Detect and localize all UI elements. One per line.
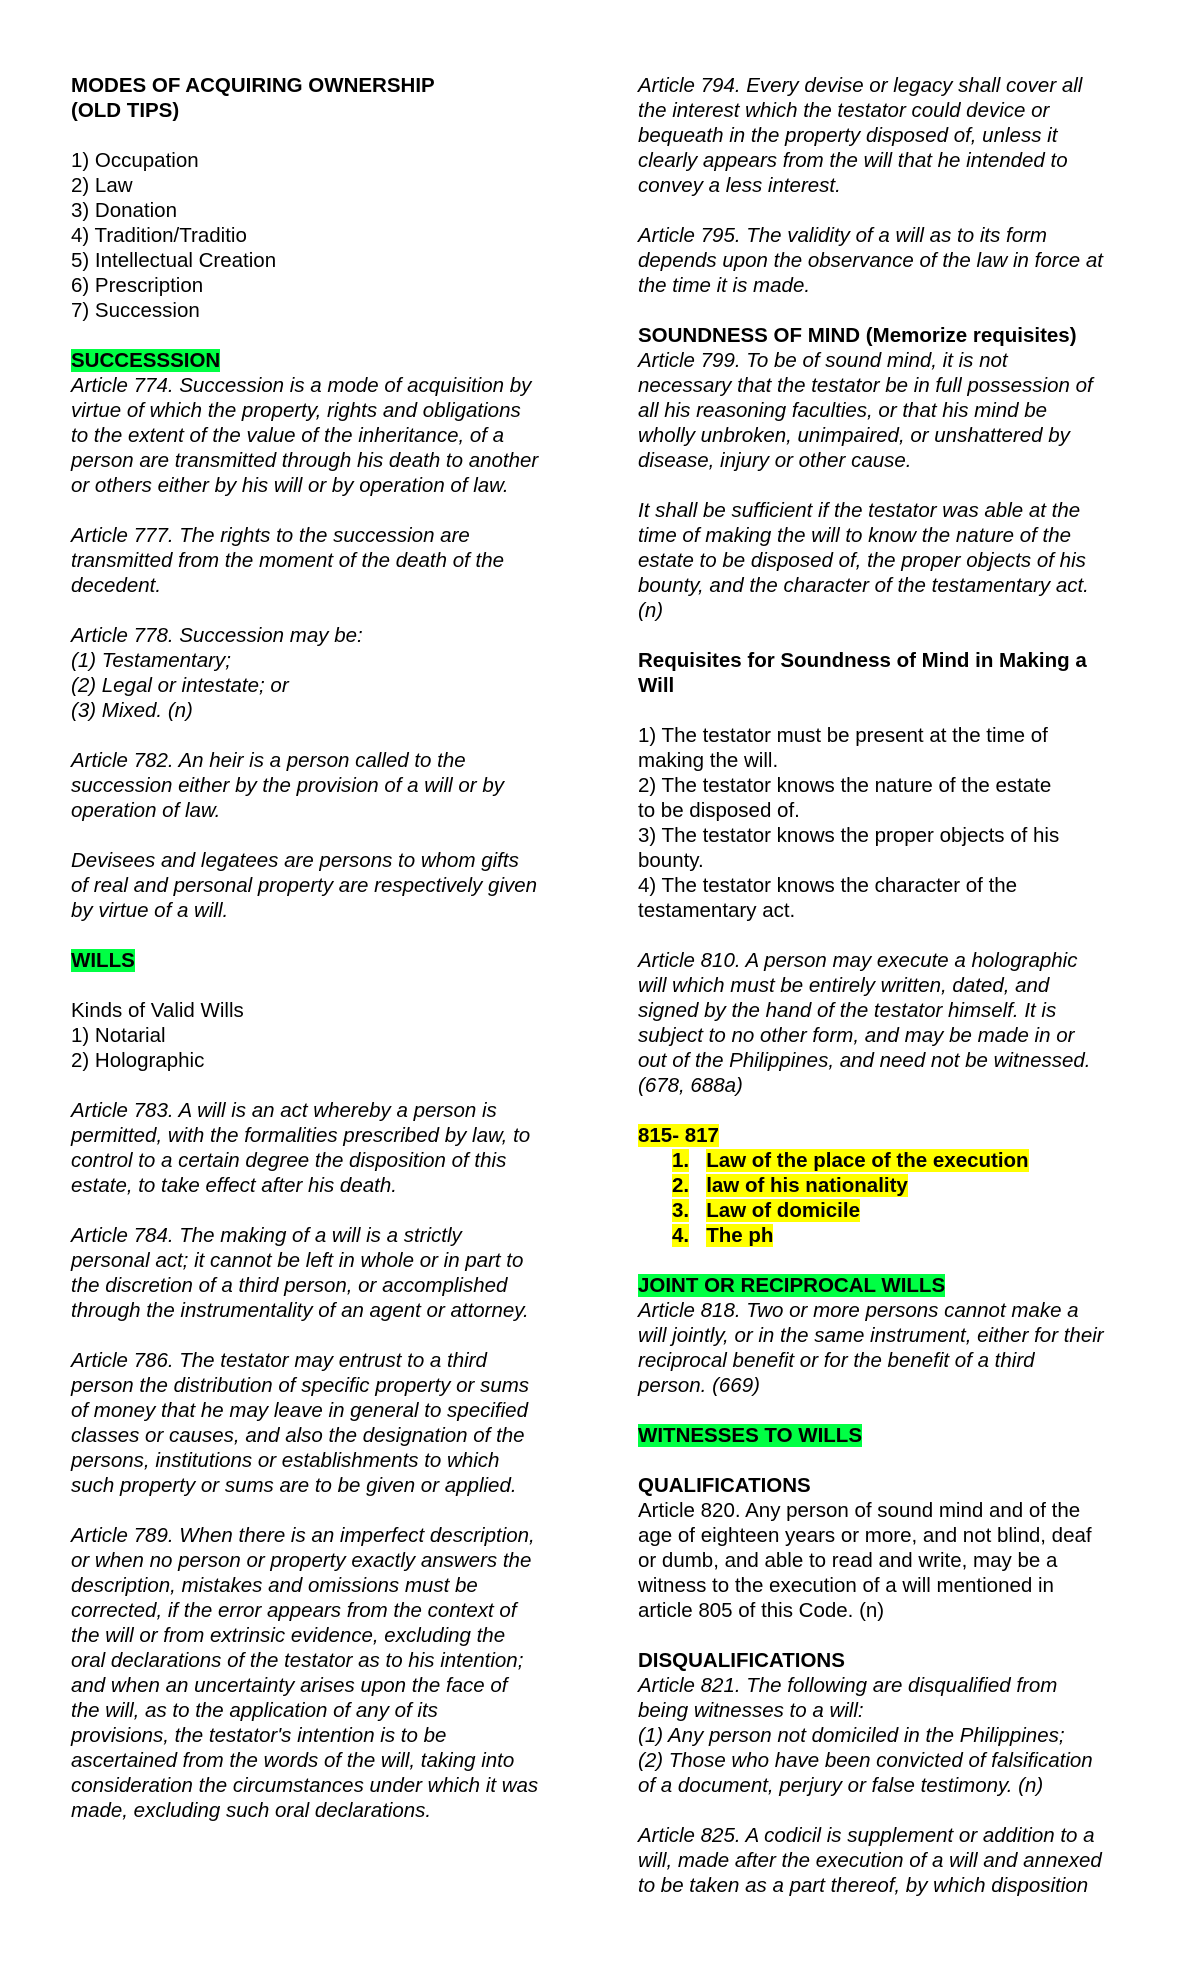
article-778: [71, 623, 591, 723]
section-heading-soundness: SOUNDNESS OF MIND (Memorize requisites): [638, 324, 1077, 347]
article-line: Article 799. To be of sound mind, it is not: [638, 349, 1008, 372]
article-line: the discretion of a third person, or accomplished: [71, 1274, 508, 1297]
article-line: person. (669): [638, 1374, 760, 1397]
article-line: made, excluding such oral declarations.: [71, 1799, 432, 1822]
article-line: corrected, if the error appears from the context of: [71, 1599, 517, 1622]
list-item: 1) Notarial: [71, 1024, 166, 1047]
sufficient-paragraph: [638, 498, 1138, 623]
section-heading-wills: WILLS: [71, 949, 135, 972]
joint-wills-section: [638, 1273, 1138, 1398]
article-line: (3) Mixed. (n): [71, 699, 193, 722]
article-789: [71, 1523, 591, 1823]
article-line: article 805 of this Code. (n): [638, 1599, 885, 1622]
section-heading-succession: SUCCESSSION: [71, 349, 221, 372]
article-line: the interest which the testator could device or: [638, 99, 1050, 122]
article-line: estate, to take effect after his death.: [71, 1174, 397, 1197]
list-item: [638, 1148, 1138, 1173]
article-line: classes or causes, and also the designation of the: [71, 1424, 525, 1447]
article-825: [638, 1823, 1138, 1898]
article-line: succession either by the provision of a will or by: [71, 774, 504, 797]
article-line: (1) Any person not domiciled in the Philippines;: [638, 1724, 1065, 1747]
article-line: provisions, the testator's intention is to be: [71, 1724, 447, 1747]
article-line: and when an uncertainty arises upon the face of: [71, 1674, 508, 1697]
article-line: signed by the hand of the testator himself. It is: [638, 999, 1057, 1022]
article-line: out of the Philippines, and need not be witnessed.: [638, 1049, 1091, 1072]
article-line: persons, institutions or establishments to which: [71, 1449, 500, 1472]
article-line: depends upon the observance of the law in force at: [638, 249, 1103, 272]
article-line: subject to no other form, and may be made in or: [638, 1024, 1075, 1047]
list-text: law of his nationality: [706, 1174, 908, 1197]
article-line: oral declarations of the testator as to his intention;: [71, 1649, 524, 1672]
article-line: (n): [638, 599, 664, 622]
article-line: or others either by his will or by operation of law.: [71, 474, 509, 497]
article-line: It shall be sufficient if the testator was able at the: [638, 499, 1081, 522]
article-line: witness to the execution of a will mentioned in: [638, 1574, 1054, 1597]
soundness-section: [638, 323, 1138, 473]
article-line: control to a certain degree the disposition of this: [71, 1149, 507, 1172]
list-text: Law of the place of the execution: [706, 1149, 1029, 1172]
article-line: will, made after the execution of a will and annexed: [638, 1849, 1102, 1872]
article-795: [638, 223, 1138, 298]
section-heading-joint-wills: JOINT OR RECIPROCAL WILLS: [638, 1274, 946, 1297]
article-line: estate to be disposed of, the proper objects of his: [638, 549, 1086, 572]
article-line: to be taken as a part thereof, by which disposition: [638, 1874, 1089, 1897]
article-786: [71, 1348, 591, 1498]
list-item: 3) The testator knows the proper objects of his: [638, 824, 1060, 847]
qualifications-section: [638, 1473, 1138, 1623]
article-line: decedent.: [71, 574, 162, 597]
articles-815-817: [638, 1123, 1138, 1248]
heading-line: Will: [638, 674, 675, 697]
list-item: Kinds of Valid Wills: [71, 999, 244, 1022]
doc-title-line: MODES OF ACQUIRING OWNERSHIP: [71, 74, 435, 97]
article-782: [71, 748, 591, 823]
article-line: all his reasoning faculties, or that his mind be: [638, 399, 1048, 422]
article-line: will jointly, or in the same instrument, either for their: [638, 1324, 1104, 1347]
article-line: Article 818. Two or more persons cannot make a: [638, 1299, 1079, 1322]
article-line: (1) Testamentary;: [71, 649, 231, 672]
list-item: 3) Donation: [71, 199, 177, 222]
article-line: of real and personal property are respectively given: [71, 874, 538, 897]
list-item: bounty.: [638, 849, 704, 872]
list-text: Law of domicile: [706, 1199, 860, 1222]
heading-disqualifications: DISQUALIFICATIONS: [638, 1649, 845, 1672]
left-column: [71, 73, 591, 1848]
article-line: will which must be entirely written, dated, and: [638, 974, 1050, 997]
section-heading-witnesses: WITNESSES TO WILLS: [638, 1424, 862, 1447]
article-line: Article 784. The making of a will is a strictly: [71, 1224, 462, 1247]
article-line: bequeath in the property disposed of, unless it: [638, 124, 1058, 147]
list-item: 1) The testator must be present at the time of: [638, 724, 1048, 747]
article-line: through the instrumentality of an agent or attorney.: [71, 1299, 529, 1322]
article-line: disease, injury or other cause.: [638, 449, 912, 472]
article-line: (2) Those who have been convicted of falsification: [638, 1749, 1093, 1772]
article-777: [71, 523, 591, 598]
list-item: 2) Holographic: [71, 1049, 205, 1072]
article-line: or dumb, and able to read and write, may be a: [638, 1549, 1058, 1572]
list-item: 1) Occupation: [71, 149, 199, 172]
article-line: of a document, perjury or false testimony. (n): [638, 1774, 1044, 1797]
article-line: to the extent of the value of the inheritance, of a: [71, 424, 505, 447]
article-line: Article 820. Any person of sound mind and of the: [638, 1499, 1081, 1522]
article-line: consideration the circumstances under which it was: [71, 1774, 539, 1797]
article-line: Article 821. The following are disqualified from: [638, 1674, 1058, 1697]
article-line: Article 825. A codicil is supplement or addition to a: [638, 1824, 1095, 1847]
requisites-list: [638, 723, 1138, 923]
article-line: (678, 688a): [638, 1074, 743, 1097]
article-794: [638, 73, 1138, 198]
article-line: time of making the will to know the nature of the: [638, 524, 1072, 547]
article-line: Article 786. The testator may entrust to a third: [71, 1349, 487, 1372]
article-line: Article 778. Succession may be:: [71, 624, 363, 647]
wills-heading-block: [71, 948, 591, 973]
article-line: wholly unbroken, unimpaired, or unshattered by: [638, 424, 1070, 447]
article-line: age of eighteen years or more, and not blind, deaf: [638, 1524, 1092, 1547]
doc-title: [71, 73, 591, 123]
article-line: personal act; it cannot be left in whole or in part to: [71, 1249, 524, 1272]
article-line: person the distribution of specific property or sums: [71, 1374, 530, 1397]
article-line: Article 810. A person may execute a holographic: [638, 949, 1078, 972]
article-line: Article 777. The rights to the succession are: [71, 524, 470, 547]
devisees-paragraph: [71, 848, 591, 923]
article-line: of money that he may leave in general to specified: [71, 1399, 528, 1422]
article-line: operation of law.: [71, 799, 221, 822]
list-item: 5) Intellectual Creation: [71, 249, 277, 272]
list-item: to be disposed of.: [638, 799, 800, 822]
disqualifications-section: [638, 1648, 1138, 1798]
kinds-of-wills: [71, 998, 591, 1073]
list-item: 4) Tradition/Traditio: [71, 224, 247, 247]
article-line: Article 795. The validity of a will as to its form: [638, 224, 1048, 247]
article-line: person are transmitted through his death to another: [71, 449, 539, 472]
article-line: virtue of which the property, rights and obligations: [71, 399, 521, 422]
heading-qualifications: QUALIFICATIONS: [638, 1474, 811, 1497]
list-item: 7) Succession: [71, 299, 200, 322]
article-line: convey a less interest.: [638, 174, 841, 197]
list-item: 2) Law: [71, 174, 133, 197]
article-line: the time it is made.: [638, 274, 811, 297]
list-text: The ph: [706, 1224, 774, 1247]
list-item: [638, 1198, 1138, 1223]
article-line: necessary that the testator be in full possession of: [638, 374, 1093, 397]
article-line: description, mistakes and omissions must be: [71, 1574, 478, 1597]
article-line: Devisees and legatees are persons to whom gifts: [71, 849, 519, 872]
conflict-of-laws-list: [638, 1148, 1138, 1248]
article-line: Article 782. An heir is a person called to the: [71, 749, 466, 772]
right-column: [638, 73, 1138, 1923]
modes-list: [71, 148, 591, 323]
list-item: [638, 1223, 1138, 1248]
doc-subtitle-line: (OLD TIPS): [71, 99, 180, 122]
article-line: permitted, with the formalities prescribed by law, to: [71, 1124, 531, 1147]
list-item: 6) Prescription: [71, 274, 204, 297]
requisites-heading: [638, 648, 1138, 698]
succession-section: [71, 348, 591, 498]
article-line: Article 794. Every devise or legacy shall cover all: [638, 74, 1083, 97]
article-line: by virtue of a will.: [71, 899, 229, 922]
article-line: being witnesses to a will:: [638, 1699, 864, 1722]
list-number: 3.: [672, 1199, 690, 1222]
article-line: the will, as to the application of any of its: [71, 1699, 438, 1722]
list-item: [638, 1173, 1138, 1198]
article-line: reciprocal benefit or for the benefit of a third: [638, 1349, 1035, 1372]
section-heading-815-817: 815- 817: [638, 1124, 719, 1147]
article-783: [71, 1098, 591, 1198]
witnesses-heading-block: [638, 1423, 1138, 1448]
list-item: 2) The testator knows the nature of the estate: [638, 774, 1052, 797]
article-line: Article 789. When there is an imperfect description,: [71, 1524, 535, 1547]
article-line: such property or sums are to be given or applied.: [71, 1474, 517, 1497]
list-number: 1.: [672, 1149, 690, 1172]
list-number: 2.: [672, 1174, 690, 1197]
article-line: transmitted from the moment of the death of the: [71, 549, 505, 572]
heading-line: Requisites for Soundness of Mind in Making a: [638, 649, 1087, 672]
article-line: clearly appears from the will that he intended to: [638, 149, 1068, 172]
article-line: the will or from extrinsic evidence, excluding the: [71, 1624, 506, 1647]
article-line: Article 774. Succession is a mode of acquisition by: [71, 374, 532, 397]
list-number: 4.: [672, 1224, 690, 1247]
article-line: or when no person or property exactly answers the: [71, 1549, 532, 1572]
article-810: [638, 948, 1138, 1098]
list-item: testamentary act.: [638, 899, 796, 922]
article-line: ascertained from the words of the will, taking into: [71, 1749, 515, 1772]
list-item: making the will.: [638, 749, 779, 772]
article-line: bounty, and the character of the testamentary act.: [638, 574, 1089, 597]
article-line: Article 783. A will is an act whereby a person is: [71, 1099, 497, 1122]
article-784: [71, 1223, 591, 1323]
list-item: 4) The testator knows the character of the: [638, 874, 1018, 897]
article-line: (2) Legal or intestate; or: [71, 674, 289, 697]
